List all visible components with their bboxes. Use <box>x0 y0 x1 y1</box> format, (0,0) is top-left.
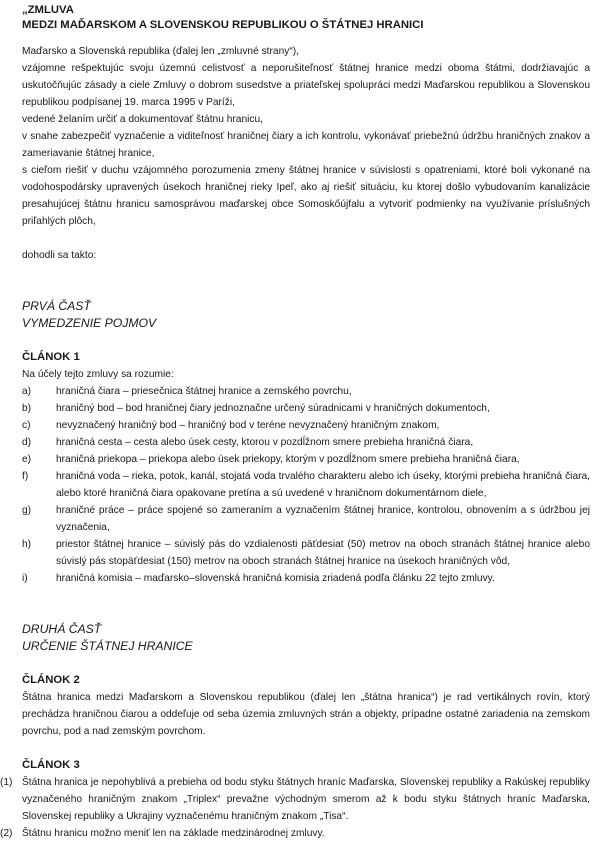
paragraph-number: (1) <box>0 777 13 788</box>
article-1 <box>22 349 590 587</box>
preamble-paragraph: v snahe zabezpečiť vyznačenie a viditeľnosť hraničnej čiary a ich kontrolu, vykonávať priebežnú údržbu hraničných znakov a zameriavanie štátnej hranice, <box>22 131 590 159</box>
item-text: hraničná cesta – cesta alebo úsek cesty, ktorou v pozdĺžnom smere prebieha hraničná čiara, <box>56 437 474 448</box>
definition-item <box>22 502 590 536</box>
agreement-phrase: dohodli sa takto: <box>22 250 97 261</box>
item-label: b) <box>22 403 32 414</box>
paragraph-text: Štátna hranica je nepohyblivá a prebieha od bodu styku štátnych hraníc Maďarska, Slovenskej republiky a Rakúskej republiky vyznačeného hraničným znakom „Triplex“ prevažne východným smerom až k bodu styku štátnych hraníc Maďarska, Slovenskej republiky a Ukrajiny vyznačenému hraničným znakom „Tisa“. <box>22 777 590 822</box>
item-label: h) <box>22 539 32 550</box>
item-label: i) <box>22 573 28 584</box>
document-title <box>22 3 590 33</box>
item-label: a) <box>22 386 32 397</box>
part-two-subtitle: URČENIE ŠTÁTNEJ HRANICE <box>22 639 193 653</box>
article-1-heading: ČLÁNOK 1 <box>22 351 80 363</box>
article-1-intro: Na účely tejto zmluvy sa rozumie: <box>22 369 174 380</box>
definition-item <box>22 417 590 434</box>
item-label: c) <box>22 420 31 431</box>
definition-item <box>22 434 590 451</box>
article-3-paragraph <box>0 825 590 842</box>
article-2-heading: ČLÁNOK 2 <box>22 674 80 686</box>
item-label: d) <box>22 437 32 448</box>
definition-item <box>22 570 590 587</box>
part-one-subtitle: VYMEDZENIE POJMOV <box>22 316 157 330</box>
item-label: e) <box>22 454 32 465</box>
item-text: nevyznačený hraničný bod – hraničný bod v teréne nevyznačený hraničným znakom, <box>56 420 440 431</box>
preamble <box>22 43 590 230</box>
definition-item <box>22 468 590 502</box>
title-line-1: „ZMLUVA <box>22 4 74 16</box>
article-2-text: Štátna hranica medzi Maďarskom a Slovenskou republikou (ďalej len „štátna hranica“) je rad vertikálnych rovín, ktorý prechádza hraničnou čiarou a oddeľuje od seba územia zmluvných strán a objekty, prípadne ostatné zariadenia na zemskom povrchu, pod a nad zemským povrchom. <box>22 692 590 737</box>
item-text: hraničné práce – práce spojené so zameraním a vyznačením štátnej hranice, kontrolou, obnovením a s údržbou jej vyznačenia, <box>56 505 590 533</box>
item-text: hraničný bod – bod hraničnej čiary jednoznačne určený súradnicami v hraničných dokumentoch, <box>56 403 490 414</box>
article-3 <box>0 757 590 842</box>
paragraph-text: Štátnu hranicu možno meniť len na základe medzinárodnej zmluvy. <box>22 828 325 839</box>
paragraph-number: (2) <box>0 828 13 839</box>
part-one-heading <box>22 298 590 332</box>
preamble-paragraph: Maďarsko a Slovenská republika (ďalej len „zmluvné strany“), <box>22 46 299 57</box>
definition-item <box>22 536 590 570</box>
title-line-2: MEDZI MAĎARSKOM A SLOVENSKOU REPUBLIKOU O ŠTÁTNEJ HRANICI <box>22 19 424 31</box>
definition-item <box>22 400 590 417</box>
preamble-paragraph: s cieľom riešiť v duchu vzájomného porozumenia zmeny štátnej hranice v súvislosti s opatreniami, ktoré boli vykonané na vodohospodársky upravených úsekoch hraničnej rieky Ipeľ, ako aj riešiť situáciu, ku ktorej došlo vybudovaním kanalizácie presahujúcej štátnu hranicu samosprávou maďarskej obce Somoskőújfalu a vytvoriť podmienky na využívanie príslušných priľahlých plôch, <box>22 165 590 227</box>
item-text: hraničná voda – rieka, potok, kanál, stojatá voda trvalého charakteru alebo ich úseky, ktorými prebieha hraničná čiara, alebo ktoré hraničná čiara opakovane pretína a sú uvedené v hraničnom dokumentárnom diele, <box>56 471 590 499</box>
part-two-title: DRUHÁ ČASŤ <box>22 622 102 636</box>
part-one-title: PRVÁ ČASŤ <box>22 299 91 313</box>
article-3-heading: ČLÁNOK 3 <box>22 759 80 771</box>
preamble-paragraph: vzájomne rešpektujúc svoju územnú celistvosť a neporušiteľnosť štátnej hranice medzi oboma štátmi, dodržiavajúc a uskutočňujúc zásady a ciele Zmluvy o dobrom susedstve a priateľskej spolupráci medzi Maďarskou republikou a Slovenskou republikou podpísanej 19. marca 1995 v Paríži, <box>22 63 590 108</box>
definition-item <box>22 451 590 468</box>
item-text: priestor štátnej hranice – súvislý pás do vzdialenosti päťdesiat (50) metrov na oboch stranách štátnej hranice alebo súvislý pás stopäťdesiat (150) metrov na oboch stranách štátnej hranice na úsekoch hraničných vôd, <box>56 539 590 567</box>
item-text: hraničná priekopa – priekopa alebo úsek priekopy, ktorým v pozdĺžnom smere prebieha hraničná čiara, <box>56 454 520 465</box>
article-3-paragraph <box>0 774 590 825</box>
part-two-heading <box>22 621 590 655</box>
item-text: hraničná čiara – priesečnica štátnej hranice a zemského povrchu, <box>56 386 352 397</box>
preamble-paragraph: vedené želaním určiť a dokumentovať štátnu hranicu, <box>22 114 263 125</box>
definition-item <box>22 383 590 400</box>
item-label: f) <box>22 471 29 482</box>
article-2 <box>22 672 590 740</box>
item-text: hraničná komisia – maďarsko–slovenská hraničná komisia zriadená podľa článku 22 tejto zmluvy. <box>56 573 495 584</box>
item-label: g) <box>22 505 32 516</box>
